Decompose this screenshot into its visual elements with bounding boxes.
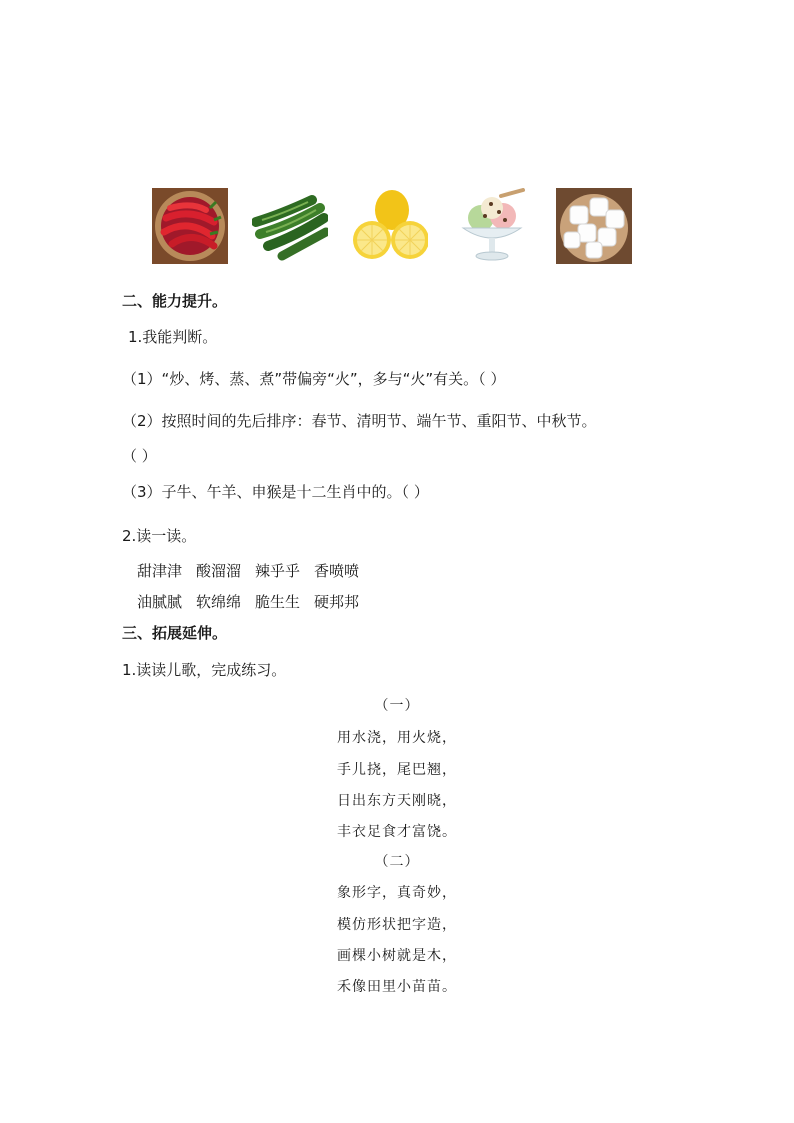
section-heading-extension: 三、拓展延伸。 [122,624,228,642]
red-chili-peppers-image [152,188,228,264]
vocab-word: 辣乎乎 [255,562,301,580]
judge-item-2-answer: （ ） [122,447,157,465]
sugar-cubes-image [556,188,632,264]
poem-1-line: 日出东方天刚晓， [337,793,457,809]
judge-item-1: （1）“炒、烤、蒸、煮”带偏旁“火”，多与“火”有关。（ ） [122,370,506,388]
judge-item-3: （3）子牛、午羊、申猴是十二生肖中的。（ ） [122,483,429,501]
poem-1-line: 手儿挠，尾巴翘， [337,762,457,778]
ice-cream-sundae-image [455,188,531,264]
question-judge-title: 1.我能判断。 [128,328,218,346]
vocab-row-2 [137,591,373,612]
section-heading-ability: 二、能力提升。 [122,292,228,310]
cucumbers-image [252,188,328,264]
question-nursery-rhyme-title: 1.读读儿歌，完成练习。 [122,661,287,679]
poem-2-heading: （二） [374,854,420,870]
poem-2-line: 模仿形状把字造， [337,917,457,933]
vocab-row-1 [137,560,373,581]
judge-item-2: （2）按照时间的先后排序：春节、清明节、端午节、重阳节、中秋节。 [122,412,597,430]
vocab-word: 脆生生 [255,593,301,611]
poem-1-line: 丰衣足食才富饶。 [337,824,457,840]
poem-2-line: 禾像田里小苗苗。 [337,979,457,995]
poem-2-line: 画棵小树就是木， [337,948,457,964]
vocab-word: 硬邦邦 [314,593,360,611]
vocab-word: 酸溜溜 [196,562,242,580]
poem-1-line: 用水浇，用火烧， [337,730,457,746]
poem-1-heading: （一） [374,698,420,714]
lemons-image [352,188,428,264]
question-read-title: 2.读一读。 [122,527,197,545]
vocab-word: 香喷喷 [314,562,360,580]
vocab-word: 油腻腻 [137,593,183,611]
poem-2-line: 象形字，真奇妙， [337,885,457,901]
vocab-word: 软绵绵 [196,593,242,611]
vocab-word: 甜津津 [137,562,183,580]
